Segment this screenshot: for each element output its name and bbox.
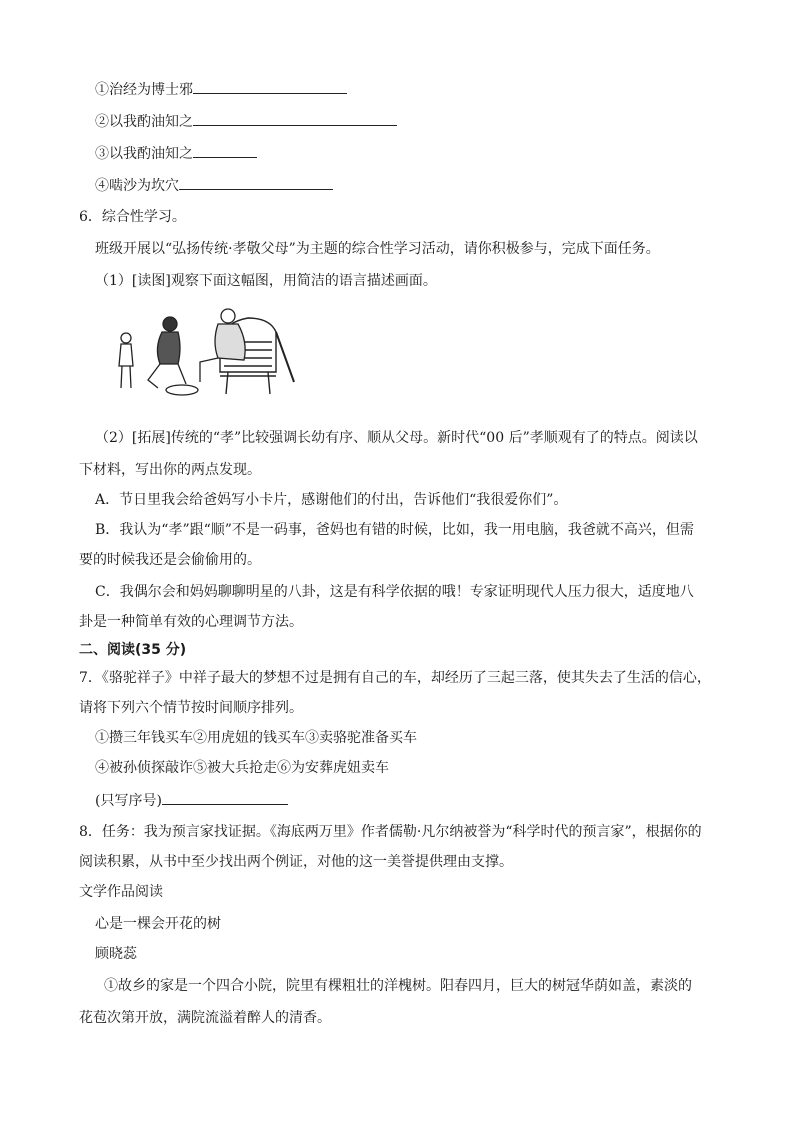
q7-items-row1: ①攒三年钱买车②用虎妞的钱买车③卖骆驼准备买车 <box>95 730 417 746</box>
passage-title: 心是一棵会开花的树 <box>95 916 221 932</box>
q8-line2: 阅读积累，从书中至少找出两个例证，对他的这一美誉提供理由支撑。 <box>79 854 513 870</box>
answer-blank[interactable] <box>179 175 333 190</box>
q7-line2: 请将下列六个情节按时间顺序排列。 <box>79 700 303 716</box>
passage-author: 顾晓蕊 <box>95 946 137 962</box>
q6-task2-line1: （2）[拓展]传统的“孝”比较强调长幼有序、顺从父母。新时代“00 后”孝顺观有了的特点。阅读以 <box>95 430 698 446</box>
q6-title: 6．综合性学习。 <box>79 209 186 225</box>
reading-heading: 文学作品阅读 <box>79 884 163 900</box>
q6-task1: （1）[读图]观察下面这幅图，用简洁的语言描述画面。 <box>95 273 437 289</box>
q6-task2-line2: 下材料，写出你的两点发现。 <box>79 462 261 478</box>
answer-blank[interactable] <box>162 790 288 805</box>
q6-option-c-line2: 卦是一种简单有效的心理调节方法。 <box>79 614 303 630</box>
q6-option-a: A．节日里我会给爸妈写小卡片，感谢他们的付出，告诉他们“我很爱你们”。 <box>95 492 568 508</box>
answer-blank[interactable] <box>193 79 347 94</box>
q5-item-2 <box>95 111 397 132</box>
q5-item-4 <box>95 175 333 196</box>
q5-item-text: ②以我酌油知之 <box>95 114 193 130</box>
q6-option-b-line1: B．我认为“孝”跟“顺”不是一码事，爸妈也有错的时候，比如，我一用电脑，我爸就不高兴，但需 <box>95 522 694 538</box>
answer-blank[interactable] <box>193 143 257 158</box>
q5-item-text: ①治经为博士邪 <box>95 82 193 98</box>
section-heading: 二、阅读(35 分) <box>79 642 187 658</box>
q7-line1: 7．《骆驼祥子》中祥子最大的梦想不过是拥有自己的车，却经历了三起三落，使其失去了生活的信心， <box>79 670 711 686</box>
q7-answer-label: (只写序号) <box>95 793 162 809</box>
family-illustration <box>108 302 304 404</box>
q8-line1: 8．任务：我为预言家找证据。《海底两万里》作者儒勒·凡尔纳被誉为“科学时代的预言家”，根据你的 <box>79 824 702 840</box>
q6-option-b-line2: 要的时候我还是会偷偷用的。 <box>79 552 261 568</box>
q7-items-row2: ④被孙侦探敲诈⑤被大兵抢走⑥为安葬虎妞卖车 <box>95 760 389 776</box>
q5-item-text: ④啮沙为坎穴 <box>95 178 179 194</box>
q6-option-c-line1: C．我偶尔会和妈妈聊聊明星的八卦，这是有科学依据的哦！专家证明现代人压力很大，适度地八 <box>95 584 694 600</box>
q5-item-3 <box>95 143 257 164</box>
q5-item-text: ③以我酌油知之 <box>95 146 193 162</box>
q6-intro: 班级开展以“弘扬传统·孝敬父母”为主题的综合性学习活动，请你积极参与，完成下面任务。 <box>95 241 660 257</box>
q7-answer <box>95 790 288 811</box>
passage-p1-line1: ①故乡的家是一个四合小院，院里有棵粗壮的洋槐树。阳春四月，巨大的树冠华荫如盖，素淡的 <box>104 978 692 994</box>
passage-p1-line2: 花苞次第开放，满院流溢着醉人的清香。 <box>79 1010 331 1026</box>
q5-item-1 <box>95 79 347 100</box>
answer-blank[interactable] <box>193 111 397 126</box>
